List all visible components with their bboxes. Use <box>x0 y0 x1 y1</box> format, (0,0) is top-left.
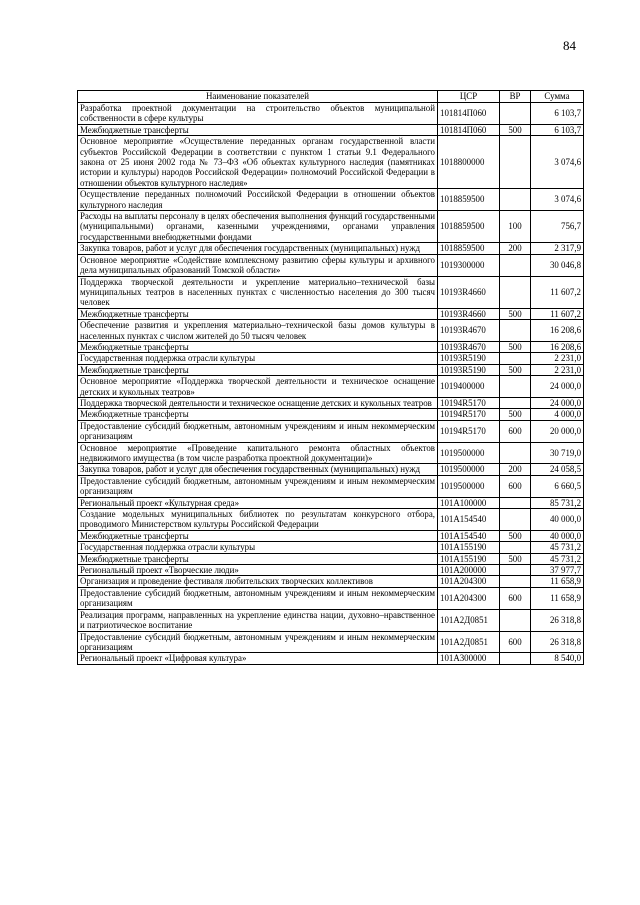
table-row <box>78 254 584 276</box>
page-number: 84 <box>563 38 576 53</box>
row-vr: 500 <box>500 124 531 135</box>
row-vr: 600 <box>500 475 531 497</box>
row-name: Межбюджетные трансферты <box>78 124 438 135</box>
table-row <box>78 542 584 553</box>
row-vr <box>500 497 531 508</box>
row-sum: 8 540,0 <box>531 653 584 664</box>
row-vr <box>500 189 531 211</box>
row-sum: 26 318,8 <box>531 631 584 653</box>
row-sum: 6 103,7 <box>531 103 584 125</box>
row-vr: 500 <box>500 364 531 375</box>
row-sum: 2 231,0 <box>531 364 584 375</box>
row-csr: 101A204300 <box>438 576 500 587</box>
budget-table <box>77 90 584 665</box>
row-name: Основное мероприятие «Проведение капитального ремонта областных объектов недвижимого имущества (в том числе разработка проектной документации)» <box>78 442 438 464</box>
row-csr: 1018859500 <box>438 189 500 211</box>
row-csr: 101A200000 <box>438 565 500 576</box>
table-row <box>78 475 584 497</box>
row-csr: 1018859500 <box>438 243 500 254</box>
row-name: Обеспечение развития и укрепления материально–технической базы домов культуры в населенных пунктах с числом жителей до 50 тысяч человек <box>78 320 438 342</box>
row-name: Межбюджетные трансферты <box>78 530 438 541</box>
table-row <box>78 103 584 125</box>
row-csr: 1018859500 <box>438 211 500 243</box>
row-name: Межбюджетные трансферты <box>78 341 438 352</box>
row-csr: 10194R5170 <box>438 397 500 408</box>
row-csr: 1019300000 <box>438 254 500 276</box>
row-csr: 10193R4670 <box>438 341 500 352</box>
row-csr: 1019400000 <box>438 376 500 398</box>
row-vr <box>500 509 531 531</box>
table-row <box>78 243 584 254</box>
row-name: Региональный проект «Культурная среда» <box>78 497 438 508</box>
table-row <box>78 211 584 243</box>
row-sum: 24 000,0 <box>531 397 584 408</box>
row-csr: 1019500000 <box>438 464 500 475</box>
header-vr: ВР <box>500 91 531 103</box>
row-sum: 11 658,9 <box>531 587 584 609</box>
row-sum: 3 074,6 <box>531 189 584 211</box>
row-name: Основное мероприятие «Содействие комплексному развитию сферы культуры и архивного дела муниципальных образований Томской области» <box>78 254 438 276</box>
table-row <box>78 565 584 576</box>
row-csr: 101814П060 <box>438 124 500 135</box>
row-sum: 16 208,6 <box>531 341 584 352</box>
row-vr: 600 <box>500 587 531 609</box>
row-sum: 11 658,9 <box>531 576 584 587</box>
row-name: Основное мероприятие «Осуществление переданных органам государственной власти субъектов Российской Федерации в соответствии с пунктом 1 статьи 9.1 Федерального закона от 25 июня 2002 года № 73–ФЗ «Об объектах культурного наследия (памятниках истории и культуры) народов Российской Федерации» полномочий Российской Федерации в отношении объектов культурного наследия» <box>78 136 438 189</box>
row-csr: 10193R4660 <box>438 276 500 308</box>
row-csr: 101A154540 <box>438 530 500 541</box>
row-vr <box>500 565 531 576</box>
row-sum: 20 000,0 <box>531 420 584 442</box>
table-row <box>78 341 584 352</box>
table-row <box>78 464 584 475</box>
row-name: Закупка товаров, работ и услуг для обеспечения государственных (муниципальных) нужд <box>78 243 438 254</box>
row-csr: 1019500000 <box>438 442 500 464</box>
table-row <box>78 276 584 308</box>
row-name: Межбюджетные трансферты <box>78 308 438 319</box>
row-csr: 1018800000 <box>438 136 500 189</box>
row-csr: 101814П060 <box>438 103 500 125</box>
table-row <box>78 397 584 408</box>
row-sum: 45 731,2 <box>531 542 584 553</box>
row-sum: 6 660,5 <box>531 475 584 497</box>
row-vr: 500 <box>500 553 531 564</box>
row-sum: 40 000,0 <box>531 530 584 541</box>
table-row <box>78 653 584 664</box>
row-vr <box>500 276 531 308</box>
row-vr <box>500 542 531 553</box>
table-row <box>78 553 584 564</box>
row-name: Предоставление субсидий бюджетным, автономным учреждениям и иным некоммерческим организациям <box>78 587 438 609</box>
table-row <box>78 509 584 531</box>
row-sum: 45 731,2 <box>531 553 584 564</box>
row-name: Создание модельных муниципальных библиотек по результатам конкурсного отбора, проводимого Министерством культуры Российской Федерации <box>78 509 438 531</box>
row-csr: 101A155190 <box>438 553 500 564</box>
row-vr: 200 <box>500 243 531 254</box>
row-vr <box>500 320 531 342</box>
row-sum: 40 000,0 <box>531 509 584 531</box>
row-name: Региональный проект «Творческие люди» <box>78 565 438 576</box>
table-row <box>78 376 584 398</box>
row-sum: 6 103,7 <box>531 124 584 135</box>
row-vr <box>500 576 531 587</box>
row-csr: 101A155190 <box>438 542 500 553</box>
table-row <box>78 409 584 420</box>
row-name: Государственная поддержка отрасли культуры <box>78 542 438 553</box>
header-sum: Сумма <box>531 91 584 103</box>
row-name: Разработка проектной документации на строительство объектов муниципальной собственности в сфере культуры <box>78 103 438 125</box>
table-row <box>78 420 584 442</box>
row-name: Государственная поддержка отрасли культуры <box>78 353 438 364</box>
row-sum: 30 719,0 <box>531 442 584 464</box>
table-row <box>78 530 584 541</box>
row-name: Предоставление субсидий бюджетным, автономным учреждениям и иным некоммерческим организациям <box>78 631 438 653</box>
table-row <box>78 189 584 211</box>
row-vr: 600 <box>500 420 531 442</box>
row-csr: 10193R4660 <box>438 308 500 319</box>
row-csr: 10193R5190 <box>438 364 500 375</box>
row-vr: 500 <box>500 530 531 541</box>
row-sum: 37 977,7 <box>531 565 584 576</box>
table-row <box>78 631 584 653</box>
table-row <box>78 497 584 508</box>
row-name: Реализация программ, направленных на укрепление единства нации, духовно–нравственное и патриотическое воспитание <box>78 609 438 631</box>
row-sum: 2 317,9 <box>531 243 584 254</box>
header-csr: ЦСР <box>438 91 500 103</box>
row-csr: 10193R5190 <box>438 353 500 364</box>
table-header-row <box>78 91 584 103</box>
row-sum: 16 208,6 <box>531 320 584 342</box>
row-csr: 10193R4670 <box>438 320 500 342</box>
row-sum: 3 074,6 <box>531 136 584 189</box>
row-csr: 101A2Д0851 <box>438 631 500 653</box>
row-csr: 101A154540 <box>438 509 500 531</box>
row-name: Предоставление субсидий бюджетным, автономным учреждениям и иным некоммерческим организациям <box>78 420 438 442</box>
row-csr: 1019500000 <box>438 475 500 497</box>
row-vr: 500 <box>500 409 531 420</box>
row-sum: 2 231,0 <box>531 353 584 364</box>
row-csr: 101A100000 <box>438 497 500 508</box>
table-row <box>78 576 584 587</box>
row-vr: 100 <box>500 211 531 243</box>
table-row <box>78 308 584 319</box>
row-sum: 4 000,0 <box>531 409 584 420</box>
table-row <box>78 364 584 375</box>
row-name: Региональный проект «Цифровая культура» <box>78 653 438 664</box>
row-vr <box>500 254 531 276</box>
row-name: Межбюджетные трансферты <box>78 553 438 564</box>
row-vr: 500 <box>500 308 531 319</box>
row-vr <box>500 609 531 631</box>
row-name: Организация и проведение фестиваля любительских творческих коллективов <box>78 576 438 587</box>
row-name: Межбюджетные трансферты <box>78 364 438 375</box>
row-csr: 10194R5170 <box>438 420 500 442</box>
row-name: Расходы на выплаты персоналу в целях обеспечения выполнения функций государственными (муниципальными) органами, казенными учреждениями, органами управления государственными внебюджетными фондами <box>78 211 438 243</box>
table-row <box>78 136 584 189</box>
table-row <box>78 320 584 342</box>
row-sum: 24 058,5 <box>531 464 584 475</box>
row-sum: 85 731,2 <box>531 497 584 508</box>
row-vr <box>500 442 531 464</box>
row-name: Основное мероприятие «Поддержка творческой деятельности и техническое оснащение детских и кукольных театров» <box>78 376 438 398</box>
row-csr: 101A2Д0851 <box>438 609 500 631</box>
row-sum: 30 046,8 <box>531 254 584 276</box>
row-sum: 11 607,2 <box>531 276 584 308</box>
row-sum: 26 318,8 <box>531 609 584 631</box>
row-csr: 101A204300 <box>438 587 500 609</box>
row-sum: 24 000,0 <box>531 376 584 398</box>
row-vr <box>500 376 531 398</box>
row-vr: 200 <box>500 464 531 475</box>
row-vr <box>500 103 531 125</box>
row-sum: 756,7 <box>531 211 584 243</box>
row-name: Закупка товаров, работ и услуг для обеспечения государственных (муниципальных) нужд <box>78 464 438 475</box>
row-csr: 10194R5170 <box>438 409 500 420</box>
header-name: Наименование показателей <box>78 91 438 103</box>
row-name: Предоставление субсидий бюджетным, автономным учреждениям и иным некоммерческим организациям <box>78 475 438 497</box>
table-row <box>78 609 584 631</box>
table-row <box>78 353 584 364</box>
row-name: Осуществление переданных полномочий Российской Федерации в отношении объектов культурного наследия <box>78 189 438 211</box>
table-body <box>78 103 584 665</box>
row-name: Межбюджетные трансферты <box>78 409 438 420</box>
row-vr: 500 <box>500 341 531 352</box>
row-sum: 11 607,2 <box>531 308 584 319</box>
row-csr: 101A300000 <box>438 653 500 664</box>
row-vr <box>500 136 531 189</box>
row-name: Поддержка творческой деятельности и укрепление материально–технической базы муниципальных театров в населенных пунктах с численностью населения до 300 тысяч человек <box>78 276 438 308</box>
row-vr: 600 <box>500 631 531 653</box>
row-name: Поддержка творческой деятельности и техническое оснащение детских и кукольных театров <box>78 397 438 408</box>
table-row <box>78 587 584 609</box>
row-vr <box>500 353 531 364</box>
row-vr <box>500 653 531 664</box>
table-row <box>78 442 584 464</box>
row-vr <box>500 397 531 408</box>
table-row <box>78 124 584 135</box>
